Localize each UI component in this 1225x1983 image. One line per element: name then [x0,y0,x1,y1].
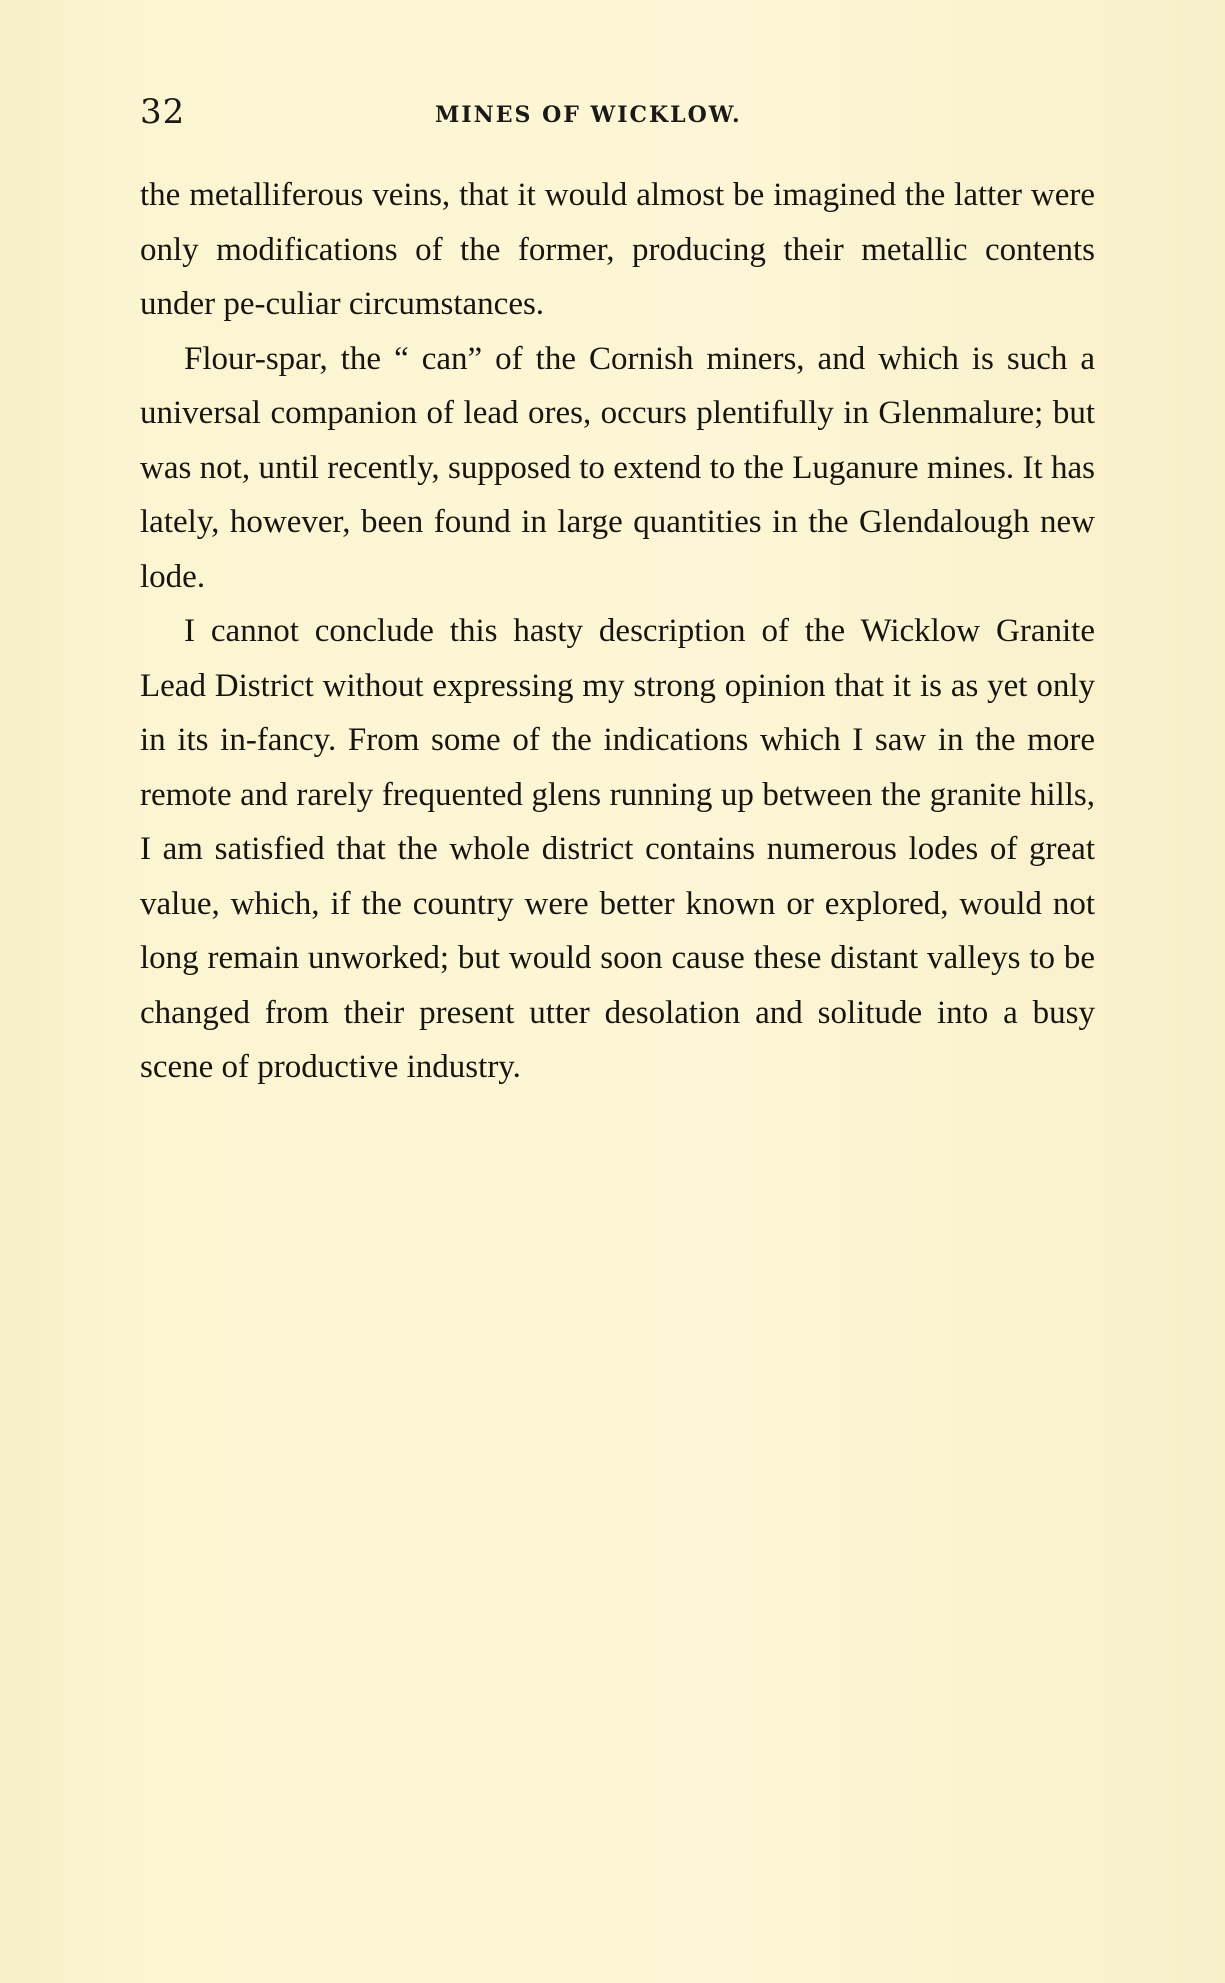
paragraph-continued: the metalliferous veins, that it would almost be imagined the latter were only modifications of the former, producing their metallic contents under pe-culiar circumstances. [140,177,1095,322]
body-text [140,168,1095,1095]
paragraph-conclusion: I cannot conclude this hasty description of the Wicklow Granite Lead District without expressing my strong opinion that it is as yet only in its in-fancy. From some of the indications which I saw in the more remote and rarely frequented glens running up between the granite hills, I am satisfied that the whole district contains numerous lodes of great value, which, if the country were better known or explored, would not long remain unworked; but would soon cause these distant valleys to be changed from their present utter desolation and solitude into a busy scene of productive industry. [140,613,1095,1085]
page-number: 32 [140,92,186,132]
page-header [140,92,1095,132]
paragraph-flour-spar: Flour-spar, the “ can” of the Cornish miners, and which is such a universal companion of lead ores, occurs plentifully in Glenmalure; but was not, until recently, supposed to extend to the Luganure mines. It has lately, however, been found in large quantities in the Glendalough new lode. [140,340,1095,595]
running-head: MINES OF WICKLOW. [435,102,742,128]
